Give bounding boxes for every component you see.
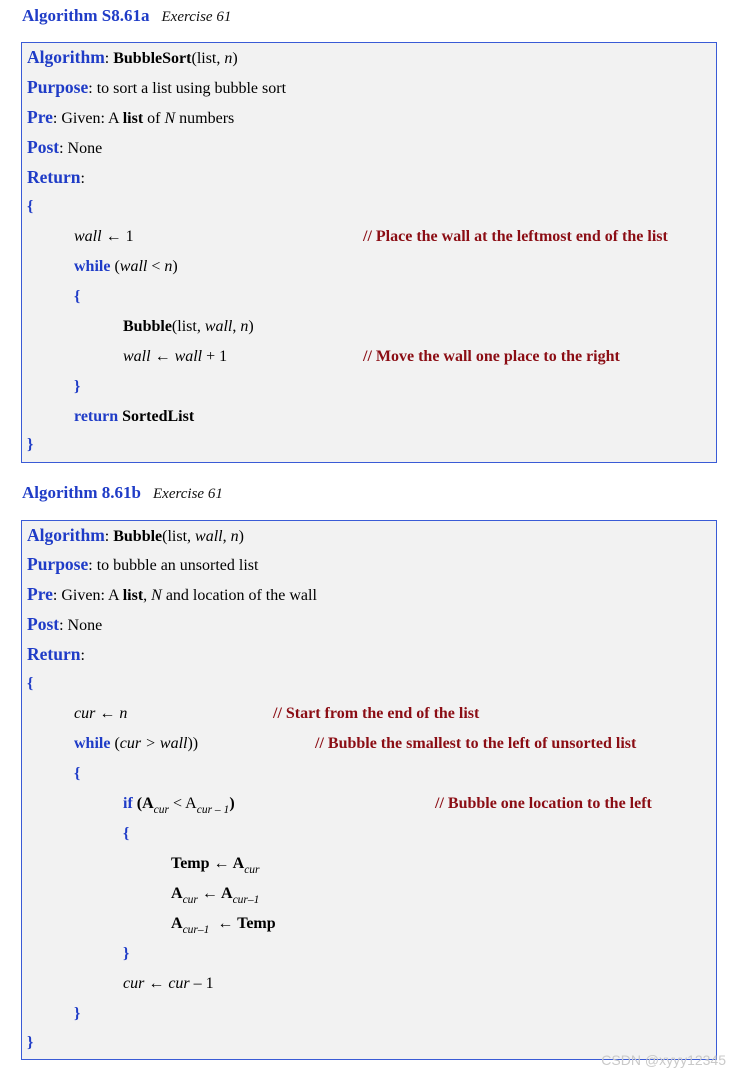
algorithm-b-box: [21, 520, 717, 1060]
if-expr: < A: [169, 795, 197, 812]
var-wall: wall: [204, 318, 233, 335]
pre-N: N: [164, 110, 176, 127]
purpose-text: : to bubble an unsorted list: [88, 557, 259, 574]
inner-open-brace: {: [74, 288, 81, 305]
algorithm-b-post: [27, 614, 102, 636]
if-expr: (A: [132, 795, 154, 812]
pre-label: Pre: [27, 584, 53, 604]
algorithm-b-exercise: Exercise 61: [153, 486, 223, 502]
swap-expr: A: [171, 915, 183, 932]
algorithm-a-box: [21, 42, 717, 463]
return-label: Return: [27, 167, 81, 187]
subscript: cur: [153, 804, 170, 816]
post-text: : None: [59, 140, 103, 157]
close-brace: }: [27, 436, 34, 453]
args: ): [248, 318, 254, 335]
code-line-7: [74, 407, 194, 427]
paren: (: [110, 735, 120, 752]
algorithm-a-return: [27, 167, 85, 189]
code-line-1: cur ← n: [74, 705, 128, 722]
algorithm-b-heading: [22, 483, 223, 503]
algorithm-a-heading: [22, 6, 231, 26]
open-brace: {: [27, 198, 34, 215]
swap-expr: ← Temp: [209, 915, 276, 932]
subscript: cur: [244, 864, 260, 876]
while-condition: cur > wall: [119, 735, 188, 752]
var-n: n: [240, 318, 249, 335]
purpose-text: : to sort a list using bubble sort: [88, 80, 287, 97]
pre-text: ,: [143, 587, 152, 604]
pre-list: list: [122, 110, 144, 127]
params-end: ): [238, 528, 244, 545]
return-colon: :: [80, 647, 85, 664]
decrement-rest: – 1: [189, 975, 214, 992]
swap-expr: A: [171, 885, 183, 902]
code-line-10: [123, 974, 214, 994]
var-wall: wall: [119, 258, 148, 275]
algorithm-b-pre: [27, 584, 317, 606]
code-comment-4: // Bubble one location to the left: [435, 795, 652, 812]
inner-close-brace: }: [74, 378, 81, 395]
code-line-7: [171, 884, 259, 905]
less-than: <: [147, 258, 165, 275]
inner-close-brace: }: [74, 1005, 81, 1022]
args: ,: [232, 318, 241, 335]
params-mid: ,: [222, 528, 231, 545]
purpose-label: Purpose: [27, 77, 89, 97]
code-line-4: [123, 794, 235, 815]
code-line-2: [74, 257, 178, 277]
increment-expr: wall ← wall: [123, 348, 203, 365]
paren: (: [110, 258, 120, 275]
param-n: n: [224, 50, 233, 67]
purpose-label: Purpose: [27, 554, 89, 574]
code-comment-5: // Move the wall one place to the right: [363, 348, 620, 365]
code-line-1: [74, 227, 134, 247]
bubble-call: Bubble: [123, 318, 172, 335]
algorithm-label: Algorithm: [27, 525, 105, 545]
pre-text: and location of the wall: [161, 587, 317, 604]
decrement-expr: cur ← cur: [123, 975, 190, 992]
increment-rest: + 1: [202, 348, 228, 365]
subscript: cur–1: [182, 924, 210, 936]
subscript: cur – 1: [196, 804, 230, 816]
algorithm-b-purpose: [27, 554, 258, 576]
algorithm-a-title: Algorithm S8.61a: [22, 6, 150, 25]
var-n: n: [164, 258, 173, 275]
assign-expr: ← 1: [101, 228, 134, 245]
pre-text: of: [143, 110, 165, 127]
if-keyword: if: [123, 795, 133, 812]
code-line-6: [171, 854, 260, 875]
pre-text: : Given: A: [52, 110, 123, 127]
return-value: SortedList: [122, 408, 195, 425]
var-wall: wall: [74, 228, 102, 245]
algorithm-a-pre: [27, 107, 234, 129]
post-label: Post: [27, 137, 60, 157]
paren: )): [187, 735, 199, 752]
if-close-brace: }: [123, 945, 130, 962]
pre-text: numbers: [175, 110, 235, 127]
algorithm-a-exercise: Exercise 61: [161, 9, 232, 25]
close-brace: }: [27, 1034, 34, 1051]
param-n: n: [230, 528, 239, 545]
algorithm-b-title: Algorithm 8.61b: [22, 483, 141, 502]
params-start: (list,: [191, 50, 225, 67]
post-label: Post: [27, 614, 60, 634]
code-line-4: [123, 317, 254, 337]
code-line-2: [74, 734, 198, 754]
algorithm-a-signature: Algorithm: BubbleSort(list, n): [27, 47, 238, 67]
inner-open-brace: {: [74, 765, 81, 782]
algorithm-label: Algorithm: [27, 47, 105, 67]
code-comment-2: // Bubble the smallest to the left of unsorted list: [315, 735, 637, 752]
pre-list: list: [122, 587, 144, 604]
pre-N: N: [151, 587, 162, 604]
param-wall: wall: [195, 528, 223, 545]
args: (list,: [171, 318, 205, 335]
pre-text: : Given: A: [52, 587, 123, 604]
watermark: CSDN @xyyy12345: [601, 1052, 726, 1068]
algorithm-b-return: [27, 644, 85, 666]
if-open-brace: {: [123, 825, 130, 842]
code-line-8: [171, 914, 276, 935]
function-name: Bubble: [113, 528, 163, 545]
subscript: cur: [182, 894, 198, 906]
post-text: : None: [59, 617, 103, 634]
algorithm-a-post: [27, 137, 102, 159]
return-label: Return: [27, 644, 81, 664]
if-expr: ): [229, 795, 235, 812]
return-keyword: return: [74, 408, 119, 425]
swap-expr: ← A: [197, 885, 233, 902]
pre-label: Pre: [27, 107, 53, 127]
algorithm-a-purpose: [27, 77, 286, 99]
params-end: ): [232, 50, 238, 67]
code-comment-1: // Place the wall at the leftmost end of the list: [363, 228, 668, 245]
swap-expr: Temp ← A: [171, 855, 245, 872]
return-colon: :: [80, 170, 85, 187]
code-line-5: [123, 347, 227, 367]
while-keyword: while: [74, 258, 111, 275]
params-start: (list,: [162, 528, 196, 545]
function-name: BubbleSort: [113, 50, 192, 67]
subscript: cur–1: [232, 894, 260, 906]
algorithm-b-signature: Algorithm: Bubble(list, wall, n): [27, 525, 244, 545]
paren: ): [172, 258, 178, 275]
open-brace: {: [27, 675, 34, 692]
code-comment-1: // Start from the end of the list: [273, 705, 480, 722]
while-keyword: while: [74, 735, 111, 752]
